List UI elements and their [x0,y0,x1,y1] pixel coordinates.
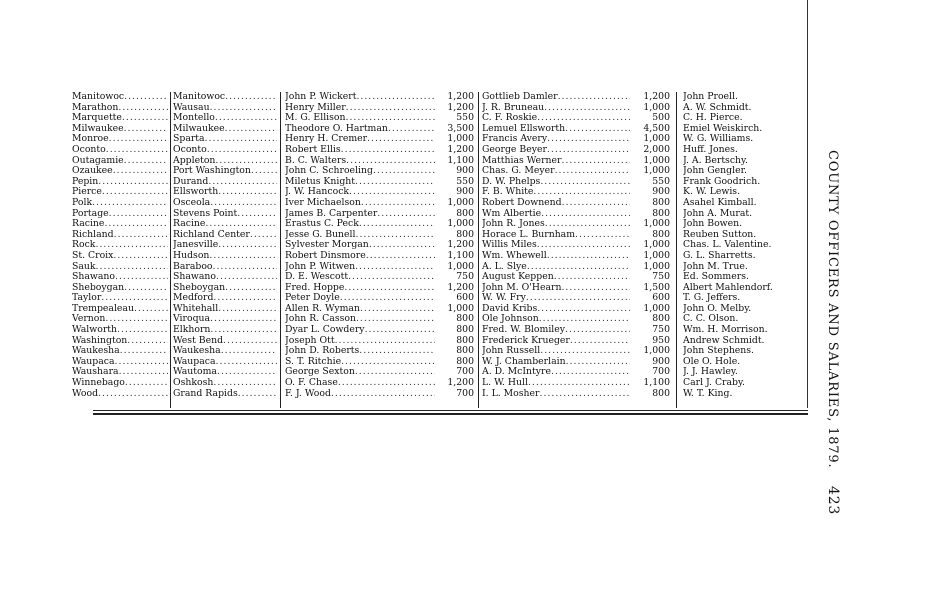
salary-1-cell: 900 [456,166,474,177]
county-seat-cell: Osceola ..... [173,198,277,209]
salary-1-cell: 1,000 [447,219,474,230]
officer-1-cell: D. E. Wescott ..... [285,272,435,283]
salary-2-cell: 900 [652,356,670,367]
officer-1-cell: F. J. Wood ..... [285,389,435,400]
officer-2-cell: D. W. Phelps ..... [482,177,630,188]
officer-3-cell: Ed. Sommers. [683,272,749,283]
officer-1-cell: John C. Schroeling ..... [285,166,435,177]
officer-2-cell: John R. Jones ..... [482,219,630,230]
county-cell: Sheboygan ..... [72,283,168,294]
column-divider [676,92,677,408]
officer-1-cell: George Sexton ..... [285,367,435,378]
officer-1-cell: Peter Doyle ..... [285,293,435,304]
officer-1-cell: Dyar L. Cowdery ..... [285,325,435,336]
officer-2-cell: Lemuel Ellsworth ..... [482,124,630,135]
officer-1-cell: John P. Wickert ..... [285,92,435,103]
county-cell: Vernon ..... [72,314,168,325]
county-seat-cell: Wausau ..... [173,103,277,114]
officer-1-cell: Henry H. Cremer ..... [285,134,435,145]
salary-1-cell: 700 [456,388,474,399]
officer-3-cell: Reuben Sutton. [683,229,757,240]
salary-2-cell: 800 [652,388,670,399]
county-cell: Richland ..... [72,230,168,241]
officer-1-cell: S. T. Ritchie ..... [285,357,435,368]
county-seat-cell: Oshkosh ..... [173,378,277,389]
county-seat-column [173,92,277,399]
county-cell: Trempealeau ..... [72,304,168,315]
officer-3-cell: Frank Goodrich. [683,176,761,187]
county-cell: Outagamie ..... [72,156,168,167]
county-seat-cell: Richland Center ..... [173,230,277,241]
county-seat-cell: Whitehall ..... [173,304,277,315]
salary-1-cell: 1,000 [447,261,474,272]
county-cell: Washington ..... [72,336,168,347]
salary-2-cell: 1,500 [643,282,670,293]
salary-2-cell: 1,000 [643,250,670,261]
officer-2-cell: George Beyer ..... [482,145,630,156]
officer-2-cell: Frederick Krueger ..... [482,336,630,347]
officer-2-cell: David Kribs ..... [482,304,630,315]
county-seat-cell: Medford ..... [173,293,277,304]
salary-2-cell: 1,100 [643,378,670,389]
officer-3-cell: J. J. Hawley. [683,367,738,378]
officer-2-column [482,92,630,399]
officer-3-cell: C. C. Olson. [683,314,739,325]
county-seat-cell: Baraboo ..... [173,262,277,273]
county-seat-cell: Elkhorn ..... [173,325,277,336]
salary-2-cell: 1,200 [643,92,670,102]
officer-1-cell: Fred. Hoppe ..... [285,283,435,294]
county-cell: Taylor ..... [72,293,168,304]
county-cell: Ozaukee ..... [72,166,168,177]
officer-3-cell: Asahel Kimball. [683,197,757,208]
county-seat-cell: Durand ..... [173,177,277,188]
county-cell: Winnebago ..... [72,378,168,389]
officer-3-cell: G. L. Sharretts. [683,250,756,261]
county-cell: Monroe ..... [72,134,168,145]
county-cell: Manitowoc ..... [72,92,168,103]
county-cell: Marquette ..... [72,113,168,124]
officer-3-cell: John Gengler. [683,166,747,177]
salary-1-cell: 700 [456,367,474,378]
county-cell: Shawano ..... [72,272,168,283]
salary-2-cell: 1,000 [643,346,670,357]
salary-2-cell: 950 [652,335,670,346]
county-cell: Waushara ..... [72,367,168,378]
officer-2-cell: J. R. Bruneau ..... [482,103,630,114]
officer-2-cell: Willis Miles ..... [482,240,630,251]
salary-2-cell: 600 [652,293,670,304]
page-number: 423 [825,486,841,516]
officer-2-cell: John M. O'Hearn ..... [482,283,630,294]
officer-1-cell: John D. Roberts ..... [285,346,435,357]
officer-3-cell: J. A. Bertschy. [683,155,748,166]
officer-3-cell: Andrew Schmidt. [683,335,765,346]
officer-2-cell: L. W. Hull ..... [482,378,630,389]
county-seat-cell: Racine ..... [173,219,277,230]
county-cell: Polk ..... [72,198,168,209]
officer-1-cell: John P. Witwen ..... [285,262,435,273]
officer-3-cell: Carl J. Craby. [683,378,745,389]
county-seat-cell: Stevens Point ..... [173,209,277,220]
officer-2-cell: C. F. Roskie ..... [482,113,630,124]
officer-2-cell: F. B. White ..... [482,187,630,198]
officer-2-cell: A. D. McIntyre ..... [482,367,630,378]
county-cell: Marathon ..... [72,103,168,114]
officer-3-cell: John Bowen. [683,219,743,230]
top-margin-rule [807,0,808,408]
county-cell: Waupaca ..... [72,357,168,368]
salary-1-cell: 750 [456,272,474,283]
county-column [72,92,168,399]
salary-2-cell: 1,000 [643,219,670,230]
county-seat-cell: Port Washington ..... [173,166,277,177]
county-cell: Oconto ..... [72,145,168,156]
salary-2-cell: 800 [652,229,670,240]
officer-3-column [683,92,801,399]
salary-2-cell: 1,000 [643,155,670,166]
officer-1-cell: Henry Miller ..... [285,103,435,114]
officer-1-cell: Sylvester Morgan ..... [285,240,435,251]
county-seat-cell: Appleton ..... [173,156,277,167]
county-seat-cell: Waupaca ..... [173,357,277,368]
officer-1-column [285,92,435,399]
officer-3-cell: Huff. Jones. [683,144,738,155]
officer-2-cell: Wm Albertie ..... [482,209,630,220]
officer-1-cell: Joseph Ott ..... [285,336,435,347]
salary-1-cell: 1,100 [447,250,474,261]
salary-1-cell: 800 [456,356,474,367]
officer-3-cell: Albert Mahlendorf. [683,282,773,293]
salary-1-cell: 1,200 [447,92,474,102]
officer-1-cell: Allen R. Wyman ..... [285,304,435,315]
salary-2-cell: 800 [652,314,670,325]
salary-1-cell: 800 [456,208,474,219]
officer-3-cell: John A. Murat. [683,208,753,219]
salary-1-cell: 600 [456,293,474,304]
salary-1-cell: 1,200 [447,240,474,251]
salary-2-cell: 1,000 [643,261,670,272]
officer-1-cell: Erastus C. Peck ..... [285,219,435,230]
table-bottom-rule [93,410,808,411]
column-divider [478,92,479,408]
county-cell: Portage ..... [72,209,168,220]
county-cell: Milwaukee ..... [72,124,168,135]
salary-1-cell: 800 [456,335,474,346]
officer-2-cell: I. L. Mosher ..... [482,389,630,400]
officer-1-cell: James B. Carpenter ..... [285,209,435,220]
salary-1-cell: 800 [456,314,474,325]
county-seat-cell: Wautoma ..... [173,367,277,378]
salary-1-cell: 1,200 [447,102,474,113]
column-divider [280,92,281,408]
county-seat-cell: Manitowoc ..... [173,92,277,103]
salary-1-cell: 800 [456,325,474,336]
salary-1-cell: 550 [456,113,474,124]
county-seat-cell: Sheboygan ..... [173,283,277,294]
salary-2-cell: 550 [652,176,670,187]
salary-1-cell: 1,000 [447,303,474,314]
salary-1-cell: 800 [456,229,474,240]
salary-1-cell: 900 [456,187,474,198]
county-seat-cell: Sparta ..... [173,134,277,145]
officer-3-cell: Wm. H. Morrison. [683,325,768,336]
salary-1-column [440,92,474,399]
county-cell: Pepin ..... [72,177,168,188]
column-divider [170,92,171,408]
officer-2-cell: John Russell ..... [482,346,630,357]
county-seat-cell: Viroqua ..... [173,314,277,325]
salary-2-cell: 1,000 [643,134,670,145]
salary-1-cell: 800 [456,346,474,357]
officer-2-cell: A. L. Slye ..... [482,262,630,273]
salary-1-cell: 1,200 [447,144,474,155]
officer-1-cell: J. W. Hancock ..... [285,187,435,198]
county-cell: Pierce ..... [72,187,168,198]
officer-2-cell: W. J. Chamberlain ..... [482,357,630,368]
officer-3-cell: John Proell. [683,92,738,102]
officer-3-cell: W. T. King. [683,388,733,399]
county-cell: Racine ..... [72,219,168,230]
county-seat-cell: Janesville ..... [173,240,277,251]
officer-3-cell: Chas. L. Valentine. [683,240,772,251]
officer-1-cell: Robert Dinsmore ..... [285,251,435,262]
officer-1-cell: Jesse G. Bunell ..... [285,230,435,241]
officer-3-cell: Emiel Weiskirch. [683,123,763,134]
officer-2-cell: Chas. G. Meyer ..... [482,166,630,177]
officer-2-cell: Ole Johnson ..... [482,314,630,325]
salary-1-cell: 1,000 [447,197,474,208]
county-seat-cell: Milwaukee ..... [173,124,277,135]
officer-2-cell: Francis Avery ..... [482,134,630,145]
salary-2-column [632,92,670,399]
officer-2-cell: Wm. Whewell ..... [482,251,630,262]
officer-1-cell: Iver Michaelson ..... [285,198,435,209]
officer-3-cell: K. W. Lewis. [683,187,741,198]
salary-1-cell: 1,000 [447,134,474,145]
county-seat-cell: Shawano ..... [173,272,277,283]
officer-3-cell: John O. Melby. [683,303,752,314]
officer-3-cell: John M. True. [683,261,748,272]
officer-2-cell: August Keppen ..... [482,272,630,283]
salary-2-cell: 700 [652,367,670,378]
county-seat-cell: Montello ..... [173,113,277,124]
salary-2-cell: 800 [652,208,670,219]
salary-1-cell: 1,200 [447,282,474,293]
officer-2-cell: Gottlieb Damler ..... [482,92,630,103]
salary-1-cell: 3,500 [447,123,474,134]
county-cell: Sauk ..... [72,262,168,273]
salary-2-cell: 750 [652,325,670,336]
officer-2-cell: Horace L. Burnham ..... [482,230,630,241]
county-seat-cell: Waukesha ..... [173,346,277,357]
officer-3-cell: Ole O. Hole. [683,356,741,367]
salary-1-cell: 1,200 [447,378,474,389]
salary-2-cell: 1,000 [643,303,670,314]
salary-2-cell: 500 [652,113,670,124]
county-seat-cell: Oconto ..... [173,145,277,156]
county-cell: Waukesha ..... [72,346,168,357]
county-seat-cell: Grand Rapids ..... [173,389,277,400]
salary-2-cell: 800 [652,197,670,208]
officer-2-cell: W. W. Fry ..... [482,293,630,304]
county-seat-cell: Ellsworth ..... [173,187,277,198]
salary-2-cell: 1,000 [643,166,670,177]
county-seat-cell: West Bend ..... [173,336,277,347]
officer-2-cell: Robert Downend ..... [482,198,630,209]
salary-2-cell: 4,500 [643,123,670,134]
officer-3-cell: C. H. Pierce. [683,113,743,124]
county-cell: St. Croix ..... [72,251,168,262]
county-seat-cell: Hudson ..... [173,251,277,262]
salary-2-cell: 1,000 [643,102,670,113]
officer-3-cell: W. G. Williams. [683,134,754,145]
salary-2-cell: 750 [652,272,670,283]
officer-2-cell: Fred. W. Blomiley ..... [482,325,630,336]
officer-2-cell: Matthias Werner ..... [482,156,630,167]
officer-1-cell: M. G. Ellison ..... [285,113,435,124]
salary-1-cell: 1,100 [447,155,474,166]
officer-1-cell: John R. Casson ..... [285,314,435,325]
officer-1-cell: Theodore O. Hartman ..... [285,124,435,135]
salary-2-cell: 900 [652,187,670,198]
county-cell: Walworth ..... [72,325,168,336]
officer-3-cell: John Stephens. [683,346,755,357]
officer-1-cell: B. C. Walters ..... [285,156,435,167]
salary-1-cell: 550 [456,176,474,187]
officer-3-cell: T. G. Jeffers. [683,293,741,304]
salary-2-cell: 1,000 [643,240,670,251]
officer-1-cell: Robert Ellis ..... [285,145,435,156]
running-title: COUNTY OFFICERS AND SALARIES, 1879. [825,150,840,469]
officer-1-cell: Miletus Knight ..... [285,177,435,188]
county-cell: Wood ..... [72,389,168,400]
salary-2-cell: 2,000 [643,144,670,155]
county-cell: Rock ..... [72,240,168,251]
officer-1-cell: O. F. Chase ..... [285,378,435,389]
table-bottom-rule-thick [93,413,808,415]
officer-3-cell: A. W. Schmidt. [683,102,752,113]
